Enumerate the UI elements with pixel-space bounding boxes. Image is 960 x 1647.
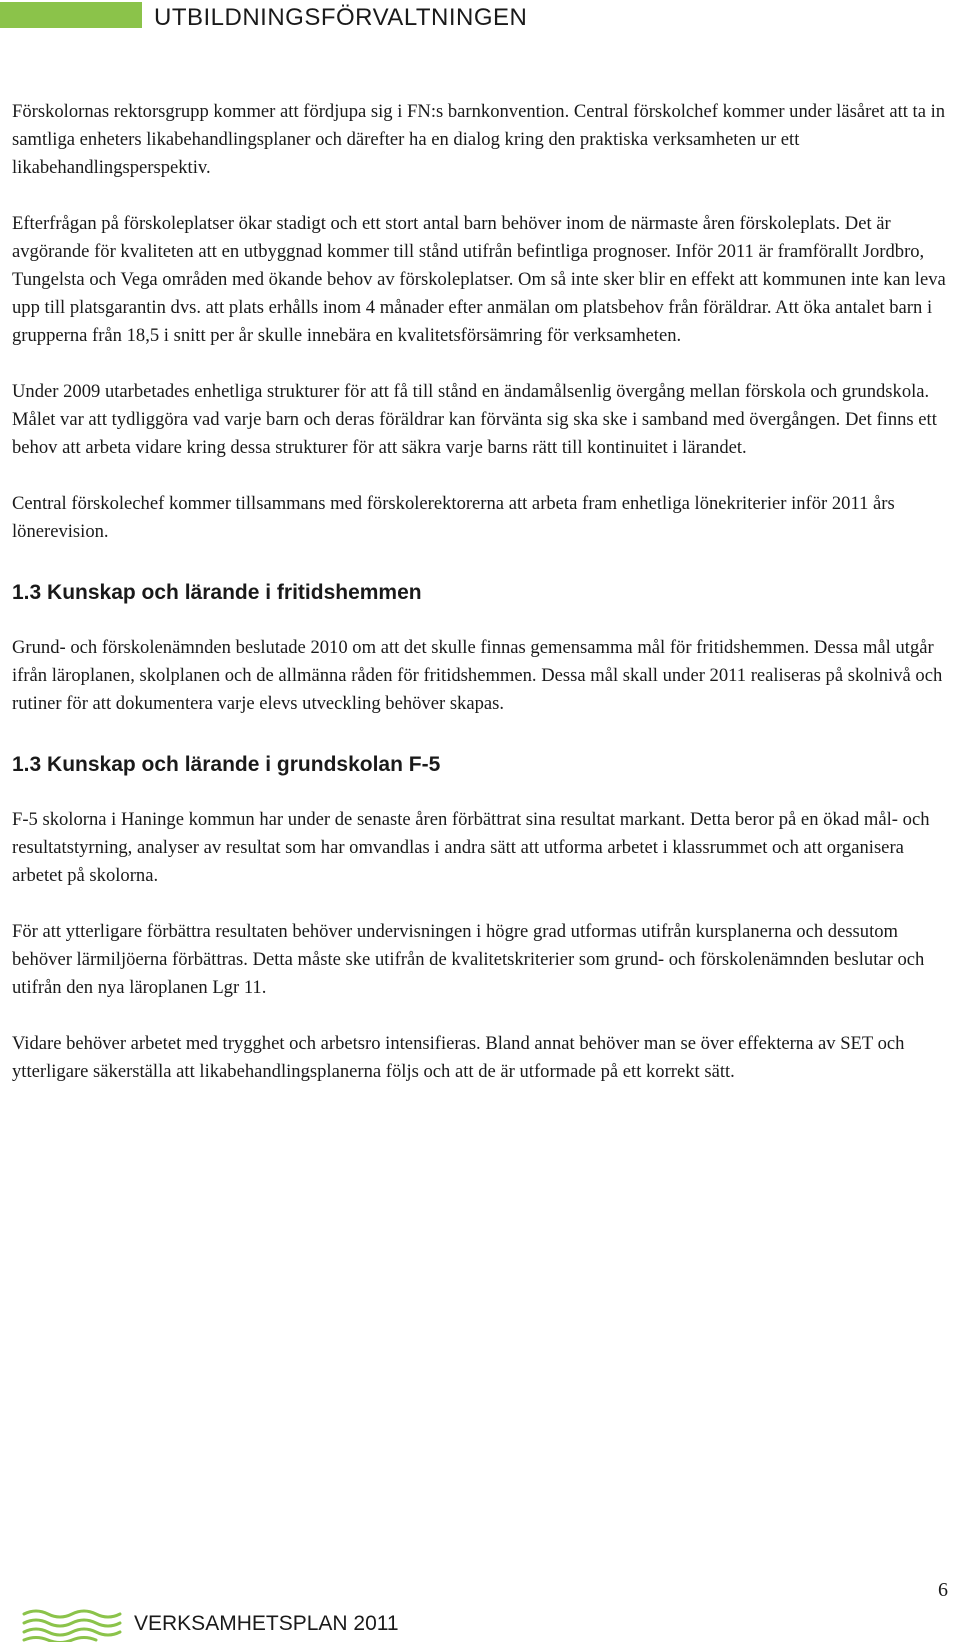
page-header: [0, 0, 960, 34]
heading-fritidshemmen: 1.3 Kunskap och lärande i fritidshemmen: [12, 581, 422, 604]
header-title: UTBILDNINGSFÖRVALTNINGEN: [154, 4, 528, 31]
header-accent-bar: [0, 2, 142, 28]
paragraph-fritidshemmen: Grund- och förskolenämnden beslutade 2010 om att det skulle finnas gemensamma mål för fritidshemmen. Dessa mål utgår ifrån läroplanen, skolplanen och de allmänna råden för fritidshemmen. Dessa mål skall under 2011 realiseras på skolnivå och rutiner för att dokumentera varje elevs utveckling behöver skapas.: [12, 637, 943, 714]
document-body: [12, 98, 947, 1086]
page-number: 6: [938, 1579, 948, 1601]
paragraph-trygghet: Vidare behöver arbetet med trygghet och arbetsro intensifieras. Bland annat behöver man se över effekterna av SET och ytterligare säkerställa att likabehandlingsplanerna följs och att de är utformade på ett korrekt sätt.: [12, 1033, 905, 1082]
footer-title: VERKSAMHETSPLAN 2011: [134, 1612, 399, 1635]
paragraph-barnkonvention: Förskolornas rektorsgrupp kommer att fördjupa sig i FN:s barnkonvention. Central förskolchef kommer under läsåret att ta in samtliga enheters likabehandlingsplaner och därefter ha en dialog kring den praktiska verksamheten ur ett likabehandlingsperspektiv.: [12, 101, 946, 178]
paragraph-kursplanerna: För att ytterligare förbättra resultaten behöver undervisningen i högre grad utformas utifrån kursplanerna och dessutom behöver lärmiljöerna förbättras. Detta måste ske utifrån de kvalitetskriterier som grund- och förskolenämnden beslutar och utifrån den nya läroplanen Lgr 11.: [12, 921, 925, 998]
heading-grundskolan: 1.3 Kunskap och lärande i grundskolan F-5: [12, 753, 441, 776]
page-footer: [0, 1590, 960, 1647]
paragraph-resultat: F-5 skolorna i Haninge kommun har under de senaste åren förbättrat sina resultat markant. Detta beror på en ökad mål- och resultatstyrning, analyser av resultat som har omvandlas i andra sätt att utforma arbetet i klassrummet och att organisera arbetet på skolorna.: [12, 809, 930, 886]
paragraph-overgang: Under 2009 utarbetades enhetliga strukturer för att få till stånd en ändamålsenlig övergång mellan förskola och grundskola. Målet var att tydliggöra vad varje barn och deras föräldrar kan förvänta sig ska ske i samband med övergången. Det finns ett behov att arbeta vidare kring dessa strukturer för att säkra varje barns rätt till kontinuitet i lärandet.: [12, 381, 937, 458]
paragraph-lonekriterier: Central förskolechef kommer tillsammans med förskolerektorerna att arbeta fram enhetliga lönekriterier inför 2011 års lönerevision.: [12, 493, 895, 542]
paragraph-forskoleplatser: Efterfrågan på förskoleplatser ökar stadigt och ett stort antal barn behöver inom de närmaste åren förskoleplats. Det är avgörande för kvaliteten att en utbyggnad kommer till stånd utifrån befintliga prognoser. Inför 2011 är framförallt Jordbro, Tungelsta och Vega områden med ökande behov av förskoleplatser. Om så inte sker blir en effekt att kommunen inte kan leva upp till platsgarantin dvs. att plats erhålls inom 4 månader efter anmälan om platsbehov från föräldrar. Att öka antalet barn i grupperna från 18,5 i snitt per år skulle innebära en kvalitetsförsämring för verksamheten.: [12, 213, 946, 346]
green-wave-lines-logo: [22, 1606, 122, 1642]
